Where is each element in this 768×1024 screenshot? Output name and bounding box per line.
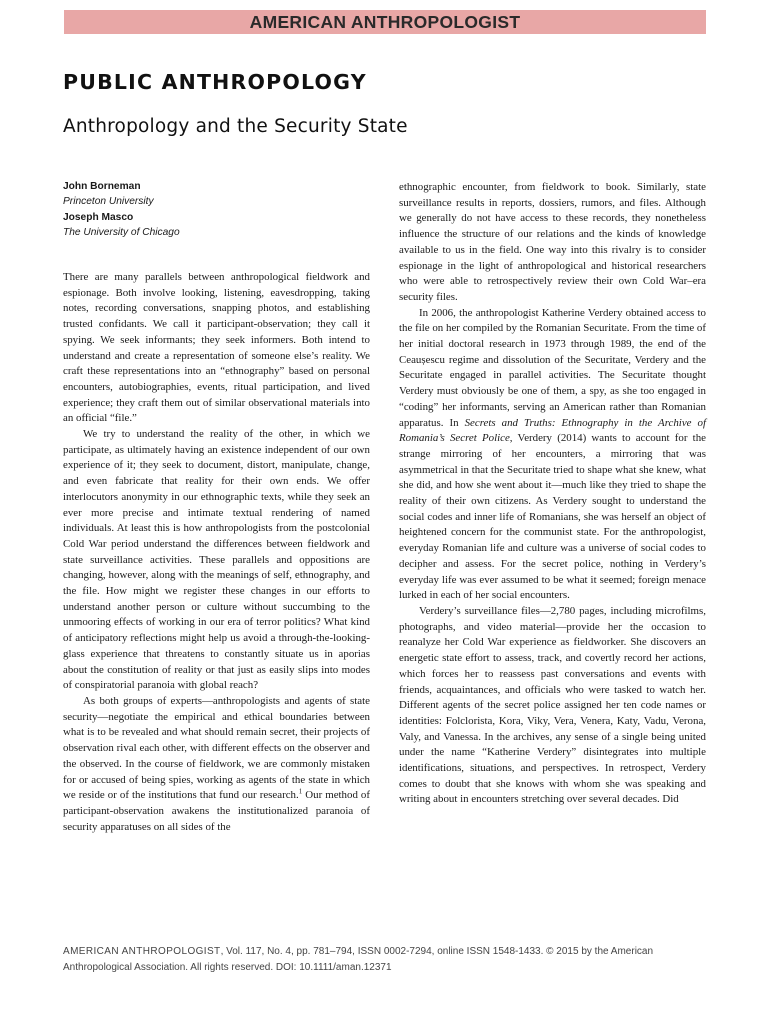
author-affiliation: Princeton University: [63, 196, 154, 208]
body-paragraph: There are many parallels between anthropological fieldwork and espionage. Both involve looking, listening, eavesdropping, taking notes, recording conversations, snapping photos, and establishing trusted confidants. We call it participant-observation; they call it spying. We seek informants; they seek informers. Both intend to understand and create a representation of someone else’s reality. We craft these representations into an “ethnography” based on personal encounters, autobiographies, events, ritual participation, and lived experience; they craft them out of similar observational materials into an official “file.”: [63, 271, 370, 425]
footer-journal-name: AMERICAN ANTHROPOLOGIST: [63, 946, 221, 957]
body-column-right: [399, 180, 706, 808]
paragraph-text: In 2006, the anthropologist Katherine Verdery obtained access to the file on her compiled by the Romanian Securitate. From the time of her initial doctoral research in 1973 through 1989, the end of the Ceaușescu regime and dissolution of the Securitate, Verdery and the Securitate engaged in parallel activities. The Securitate thought Verdery must obviously be one of them, a spy, as she too engaged in “coding” her informants, serving an American rather than Romanian apparatus. In: [399, 306, 706, 429]
paragraph-text: Our method of participant-observation awakens the institutionalized paranoia of security apparatuses on all sides of the: [63, 789, 371, 833]
journal-banner: AMERICAN ANTHROPOLOGIST: [64, 10, 706, 34]
article-title: Anthropology and the Security State: [63, 116, 408, 137]
body-paragraph: Verdery’s surveillance files—2,780 pages, including microfilms, photographs, and video material—provide her the occasion to reanalyze her Cold War experience as fieldworker. She discovers an energetic state effort to assess, track, and covertly record her actions, which forces her to reassess past conversations and events with friends, acquaintances, and officials who were tasked to watch her. Different agents of the secret police assigned her ten code names or identities: Folclorista, Kora, Viky, Vera, Venera, Katy, Vadu, Verona, Valy, and Vanessa. In the archives, any sense of a single being united under the name “Katherine Verdery” disintegrates into multiple identifications, situations, and perspectives. In retrospect, Verdery comes to doubt that she knows with whom she was speaking and writing about in encounters stretching over several decades. Did: [399, 604, 706, 806]
paragraph-text: As both groups of experts—anthropologists and agents of state security—negotiate the empirical and ethical boundaries between what is to be revealed and what should remain secret, their projects of observation rival each other, with different effects on the observer and the observed. In the course of fieldwork, we are commonly mistaken for or accused of being spies, working as agents of the state in which we reside or of the institutions that fund our research.: [63, 694, 370, 802]
author-name: Joseph Masco: [63, 211, 134, 223]
footer-citation: , Vol. 117, No. 4, pp. 781–794, ISSN 0002-7294, online ISSN 1548-1433. © 2015 by the American Anthropological Association. All rights reserved. DOI: 10.1111/aman.12371: [63, 946, 654, 973]
author-name: John Borneman: [63, 181, 141, 192]
book-title: Secrets and Truths: Ethnography in the Archive of Romania’s Secret Police,: [399, 416, 706, 445]
author-block: [63, 179, 373, 241]
body-paragraph: [399, 306, 706, 604]
body-column-left: [63, 270, 370, 835]
paragraph-text: Verdery (2014) wants to account for the strange mirroring of her encounters, a mirroring that was asymmetrical in that the Securitate tried to shape what she knew, what she did, and how she went about it—much like they tried to shape the reality of their own citizens. As Verdery sought to understand the social codes and inner life of Romanians, she was herself an object of heightened concern for the communist state. For the anthropologist, everyday Romanian life and culture was a universe of social codes to decipher and assess. For the secret police, nothing in Verdery’s everyday life was ever assumed to be what it seemed; foreign menace lurked in each of her social encounters.: [399, 432, 706, 602]
body-paragraph: [63, 694, 370, 835]
citation-footer: [63, 944, 708, 975]
author-affiliation: The University of Chicago: [63, 227, 180, 239]
section-title: PUBLIC ANTHROPOLOGY: [63, 70, 367, 94]
footnote-marker[interactable]: 1: [298, 787, 303, 796]
body-paragraph: We try to understand the reality of the other, in which we participate, as ultimately having an existence independent of our own experience of it; they seek to document, distort, manipulate, change, and even fabricate that reality for their own ends. We offer interlocutors anonymity in our ethnographic texts, while they seek an ever more precise and intimate textual rendering of named individuals. At least this is how anthropologists from the postcolonial Cold War period understand the differences between fieldwork and state surveillance activities. These parallels and oppositions are changing, however, along with the meanings of self, ethnography, and the file. How might we register these changes in our efforts to understand another person or culture without succumbing to the unmooring effects of working in our era of terror politics? What kind of anticipatory reflections might help us avoid a through-the-looking-glass experience that threatens to constantly situate us in aporias about the constitution of reality or that just as easily slips into modes of conspiratorial paranoia with global reach?: [63, 428, 370, 692]
body-paragraph: ethnographic encounter, from fieldwork to book. Similarly, state surveillance results in reports, dossiers, rumors, and files. Although we generally do not have access to these records, they nonetheless influence the structure of our relations and the kinds of knowledge available to us in the field. One way into this rivalry is to consider espionage in the light of anthropological and historical researchers who were able to retrospectively review their own Cold War–era security files.: [399, 181, 706, 303]
